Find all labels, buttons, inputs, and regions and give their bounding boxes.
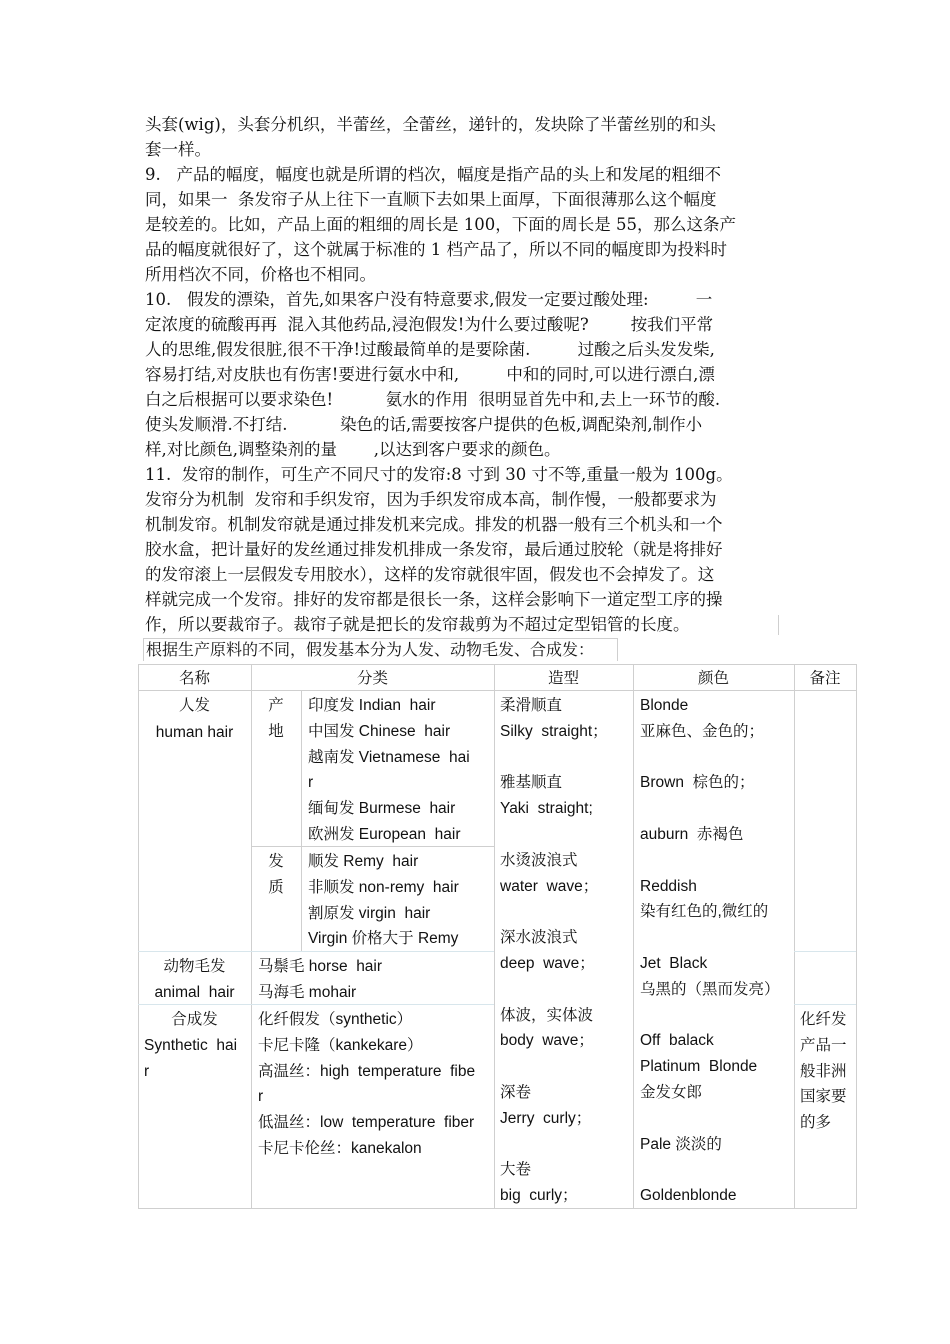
paragraph-line: 同，如果一 条发帘子从上往下一直顺下去如果上面厚，下面很薄那么这个幅度 — [145, 190, 717, 209]
style-item: deep wave； — [500, 955, 595, 972]
human-hair-name-en: human hair — [155, 724, 234, 741]
style-item: body wave； — [500, 1032, 594, 1050]
origin-item: 越南发 Vietnamese hai — [308, 748, 470, 766]
col-divider-4 — [794, 664, 795, 1209]
origin-item: 欧洲发 European hair — [308, 826, 461, 843]
paragraph-line: 容易打结,对皮肤也有伤害!要进行氨水中和, 中和的同时,可以进行漂白,漂 — [145, 365, 715, 384]
style-item: Silky straight； — [500, 722, 608, 740]
header-name: 名称 — [178, 669, 210, 687]
quality-item: 顺发 Remy hair — [308, 853, 419, 870]
note-divider-2 — [794, 1004, 856, 1005]
color-item: Reddish — [640, 877, 697, 895]
paragraph-line: 样,对比颜色,调整染剂的量 ,以达到客户要求的颜色。 — [145, 440, 561, 459]
paragraph-line: 品的幅度就很好了，这个就属于标准的 1 档产品了，所以不同的幅度即为投料时 — [145, 240, 727, 259]
origin-label-2: 地 — [268, 722, 284, 740]
quality-label-1: 发 — [268, 852, 284, 870]
paragraph-line: 作，所以要裁帘子。裁帘子就是把长的发帘裁剪为不超过定型铝管的长度。 — [145, 615, 690, 634]
paragraph-line: 白之后根据可以要求染色! 氨水的作用 很明显首先中和,去上一环节的酸. — [145, 390, 721, 409]
paragraph-line: 的发帘滚上一层假发专用胶水），这样的发帘就很牢固，假发也不会掉发了。这 — [145, 565, 715, 584]
synthetic-item: 卡尼卡隆（kankekare） — [258, 1036, 423, 1054]
human-hair-name-cn: 人发 — [178, 696, 210, 714]
quality-label-2: 质 — [268, 878, 284, 896]
origin-item: 中国发 Chinese hair — [308, 722, 451, 740]
animal-hair-name-cn: 动物毛发 — [163, 957, 226, 975]
paragraph-line: 11. 发帘的制作，可生产不同尺寸的发帘:8 寸到 30 寸不等,重量一般为 100g。 — [145, 465, 733, 484]
style-item: 水烫波浪式 — [500, 851, 578, 869]
color-item: 乌黑的（黑而发亮） — [640, 980, 780, 998]
paragraph-line: 是较差的。比如，产品上面的粗细的周长是 100，下面的周长是 55，那么这条产 — [145, 215, 736, 234]
synthetic-note-item: 产品一 — [800, 1035, 847, 1054]
synthetic-item: 高温丝：high temperature fibe — [258, 1062, 476, 1080]
header-style: 造型 — [547, 669, 579, 687]
style-item: 大卷 — [500, 1161, 532, 1179]
color-item: Off balack — [640, 1032, 714, 1050]
col-divider-1 — [251, 664, 252, 1209]
note-divider-1 — [794, 951, 856, 952]
animal-hair-name-en: animal hair — [154, 984, 235, 1001]
subcol-divider — [301, 690, 302, 952]
paragraph-line: 套一样。 — [145, 140, 211, 159]
table-border-bottom — [138, 1208, 857, 1209]
quality-item: 非顺发 non-remy hair — [308, 878, 459, 896]
style-item: 深水波浪式 — [500, 929, 578, 947]
paragraph-line: 样就完成一个发帘。排好的发帘都是很长一条，这样会影响下一道定型工序的操 — [145, 590, 723, 609]
table-caption: 根据生产原料的不同，假发基本分为人发、动物毛发、合成发： — [143, 638, 618, 661]
synthetic-item: r — [258, 1088, 264, 1106]
style-item: 雅基顺直 — [500, 774, 563, 792]
synthetic-item: 低温丝：low temperature fiber — [258, 1114, 475, 1132]
synthetic-note-item: 般非洲 — [800, 1061, 847, 1080]
color-item: Platinum Blonde — [640, 1058, 758, 1076]
color-item: Brown 棕色的； — [640, 774, 755, 792]
quality-item: 割原发 virgin hair — [308, 904, 431, 922]
synthetic-note-item: 的多 — [800, 1113, 832, 1132]
style-item: Jerry curly； — [500, 1109, 592, 1127]
table-border-right — [856, 664, 857, 1209]
paragraph-line: 胶水盒，把计量好的发丝通过排发机排成一条发帘，最后通过胶轮（就是将排好 — [145, 540, 723, 559]
paragraph-line: 人的思维,假发很脏,很不干净!过酸最简单的是要除菌. 过酸之后头发发柴, — [145, 340, 715, 359]
color-item: Goldenblonde — [640, 1187, 737, 1205]
color-item: Pale 淡淡的 — [640, 1135, 722, 1153]
paragraph-line: 定浓度的硫酸再再 混入其他药品,浸泡假发!为什么要过酸呢? 按我们平常 — [145, 315, 714, 334]
color-item: 亚麻色、金色的； — [640, 722, 765, 740]
color-item: Blonde — [640, 697, 689, 714]
animal-item: 马海毛 mohair — [258, 984, 357, 1001]
table-border-top — [138, 664, 857, 665]
header-category: 分类 — [356, 669, 388, 687]
synthetic-hair-name-en-2: r — [144, 1063, 150, 1080]
paragraph-line: 发帘分为机制 发帘和手织发帘，因为手织发帘成本高，制作慢，一般都要求为 — [145, 490, 717, 509]
style-item: 柔滑顺直 — [500, 697, 563, 714]
paragraph-line: 9. 产品的幅度，幅度也就是所谓的档次，幅度是指产品的头上和发尾的粗细不 — [145, 165, 721, 184]
paragraph-line: 10. 假发的漂染，首先,如果客户没有特意要求,假发一定要过酸处理: 一 — [145, 290, 713, 309]
paragraph-line: 头套(wig)，头套分机织，半蕾丝，全蕾丝，递针的，发块除了半蕾丝别的和头 — [145, 115, 716, 134]
style-item: big curly； — [500, 1187, 578, 1205]
origin-label-1: 产 — [268, 696, 284, 714]
quality-item: Virgin 价格大于 Remy — [308, 930, 459, 948]
color-item: 染有红色的,微红的 — [640, 903, 769, 921]
header-note: 备注 — [809, 669, 841, 687]
text-box-edge — [778, 615, 779, 635]
color-item: Jet Black — [640, 955, 708, 972]
synthetic-note-item: 国家要 — [800, 1087, 847, 1106]
synthetic-hair-name-en-1: Synthetic hai — [144, 1037, 238, 1054]
synthetic-item: 化纤假发（synthetic） — [258, 1011, 413, 1028]
style-item: 深卷 — [500, 1084, 532, 1101]
col-divider-3 — [633, 664, 634, 1209]
style-item: water wave； — [500, 877, 599, 895]
animal-item: 马鬃毛 horse hair — [258, 958, 383, 975]
origin-item: r — [308, 774, 314, 792]
paragraph-line: 机制发帘。机制发帘就是通过排发机来完成。排发的机器一般有三个机头和一个 — [145, 515, 723, 534]
origin-item: 缅甸发 Burmese hair — [308, 800, 456, 818]
synthetic-hair-name-cn: 合成发 — [171, 1010, 218, 1028]
color-item: 金发女郎 — [640, 1084, 703, 1101]
style-item: 体波，实体波 — [500, 1006, 594, 1024]
origin-item: 印度发 Indian hair — [308, 697, 436, 714]
color-item: auburn 赤褐色 — [640, 826, 744, 843]
style-item: Yaki straight; — [500, 800, 593, 818]
synthetic-item: 卡尼卡伦丝：kanekalon — [258, 1140, 422, 1157]
col-divider-2 — [494, 664, 495, 1209]
header-color: 颜色 — [697, 669, 729, 687]
table-border-left — [138, 664, 139, 1209]
paragraph-line: 所用档次不同，价格也不相同。 — [145, 265, 376, 284]
synthetic-note-item: 化纤发 — [800, 1010, 847, 1028]
paragraph-line: 使头发顺滑.不打结. 染色的话,需要按客户提供的色板,调配染剂,制作小 — [145, 415, 703, 434]
